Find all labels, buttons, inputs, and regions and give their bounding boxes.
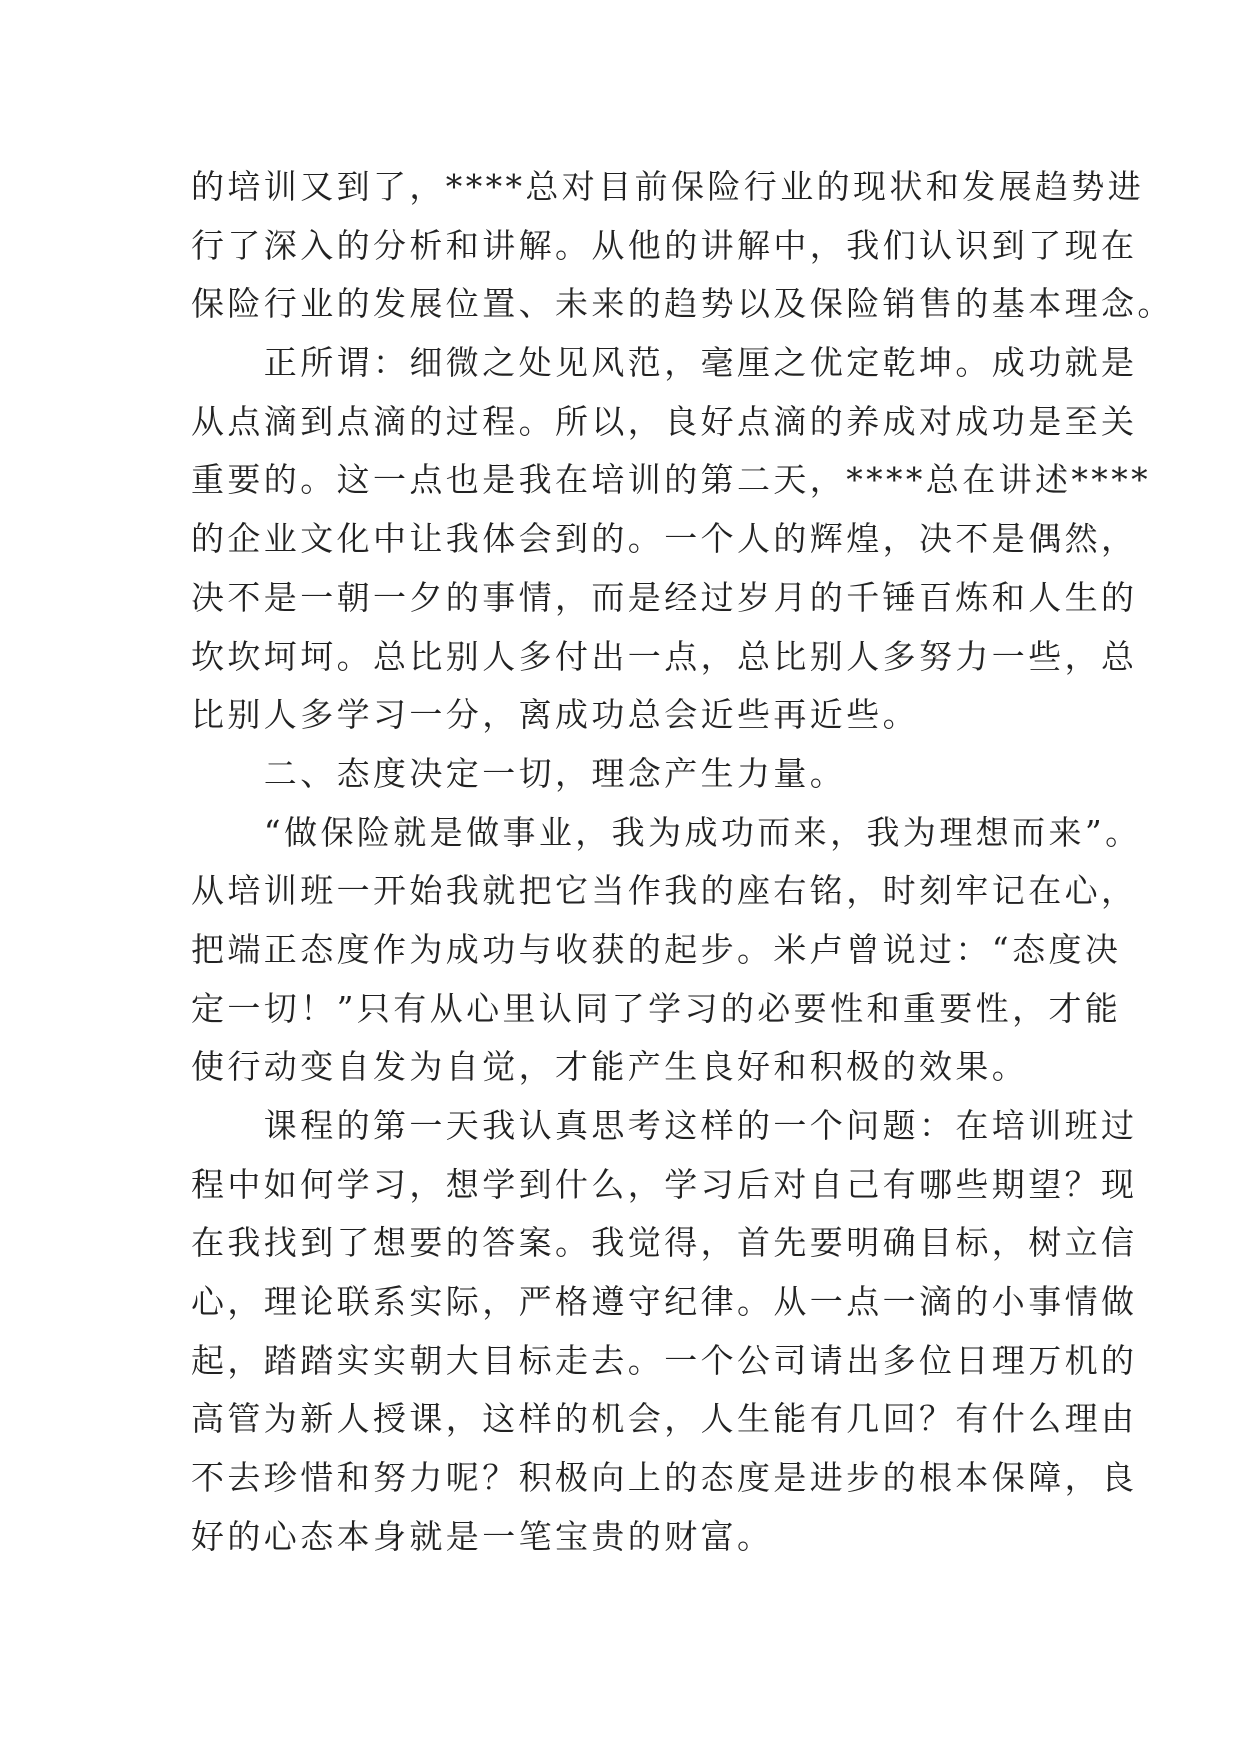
text-line: 的培训又到了，****总对目前保险行业的现状和发展趋势进: [191, 167, 1145, 206]
text-line: 高管为新人授课，这样的机会，人生能有几回？有什么理由: [191, 1399, 1138, 1439]
text-line: 决不是一朝一夕的事情，而是经过岁月的千锤百炼和人生的: [191, 577, 1138, 617]
text-line: 从培训班一开始我就把它当作我的座右铭，时刻牢记在心，: [191, 871, 1138, 911]
text-line: 程中如何学习，想学到什么，学习后对自己有哪些期望？现: [191, 1164, 1138, 1204]
text-line: 行了深入的分析和讲解。从他的讲解中，我们认识到了现在: [191, 225, 1138, 265]
text-line: 不去珍惜和努力呢？积极向上的态度是进步的根本保障，良: [191, 1458, 1138, 1498]
text-line: 使行动变自发为自觉，才能产生良好和积极的效果。: [191, 1047, 1029, 1087]
text-line: 好的心态本身就是一笔宝贵的财富。: [191, 1516, 774, 1556]
text-line: 心，理论联系实际，严格遵守纪律。从一点一滴的小事情做: [191, 1282, 1138, 1322]
text-line: 从点滴到点滴的过程。所以，良好点滴的养成对成功是至关: [191, 401, 1138, 441]
text-line: 保险行业的发展位置、未来的趋势以及保险销售的基本理念。: [191, 284, 1174, 324]
text-line: 的企业文化中让我体会到的。一个人的辉煌，决不是偶然，: [191, 519, 1138, 559]
text-line: 比别人多学习一分，离成功总会近些再近些。: [191, 695, 919, 735]
text-line: 坎坎坷坷。总比别人多付出一点，总比别人多努力一些，总: [191, 636, 1138, 676]
text-line: 定一切！”只有从心里认同了学习的必要性和重要性，才能: [191, 988, 1122, 1028]
text-line: 把端正态度作为成功与收获的起步。米卢曾说过：“态度决: [191, 929, 1122, 969]
section-heading: 二、态度决定一切，理念产生力量。: [191, 753, 847, 793]
text-line: “做保险就是做事业，我为成功而来，我为理想而来”。: [191, 812, 1142, 852]
text-line: 正所谓：细微之处见风范，毫厘之优定乾坤。成功就是: [191, 343, 1138, 383]
text-line: 重要的。这一点也是我在培训的第二天，****总在讲述****: [191, 460, 1151, 500]
document-body: [191, 158, 1174, 1567]
text-line: 课程的第一天我认真思考这样的一个问题：在培训班过: [191, 1106, 1138, 1145]
text-line: 在我找到了想要的答案。我觉得，首先要明确目标，树立信: [191, 1223, 1138, 1263]
text-line: 起，踏踏实实朝大目标走去。一个公司请出多位日理万机的: [191, 1340, 1138, 1380]
